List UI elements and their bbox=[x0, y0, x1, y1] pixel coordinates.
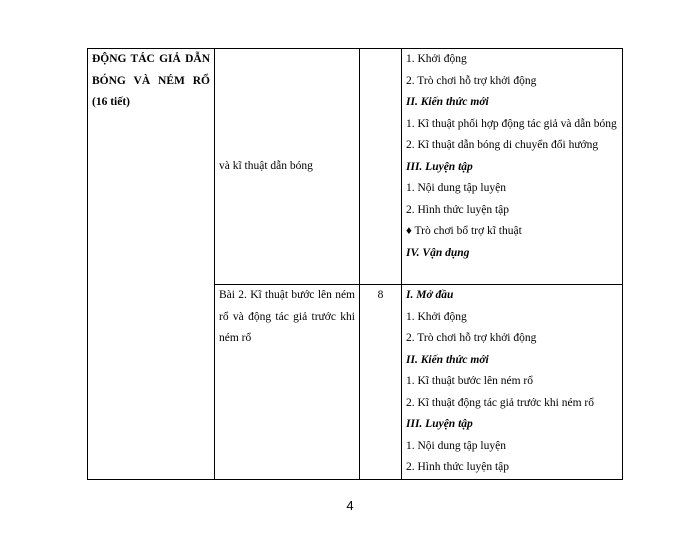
content-item: 1. Kĩ thuật phối hợp động tác giả và dẫn bóng bbox=[406, 117, 617, 130]
content-item: 2. Kĩ thuật dẫn bóng di chuyển đổi hướng bbox=[406, 139, 599, 151]
content-heading: IV. Vận dụng bbox=[406, 246, 470, 259]
content-item: 2. Hình thức luyện tập bbox=[406, 461, 510, 473]
lesson-2-periods: 8 bbox=[377, 289, 384, 301]
table-row bbox=[88, 49, 623, 285]
lesson-1-content-cell bbox=[402, 49, 623, 285]
topic-cell bbox=[88, 49, 215, 480]
content-heading: I. Mở đầu bbox=[406, 289, 454, 301]
content-heading: III. Luyện tập bbox=[406, 160, 473, 173]
content-heading: III. Luyện tập bbox=[406, 418, 473, 430]
content-item: 2. Kĩ thuật động tác giả trước khi ném rổ bbox=[406, 396, 594, 409]
lesson-1-name-cell bbox=[215, 49, 360, 285]
content-item: 1. Nội dung tập luyện bbox=[406, 439, 506, 452]
content-item: 2. Trò chơi hỗ trợ khởi động bbox=[406, 74, 537, 87]
content-item: 1. Khởi động bbox=[406, 310, 467, 323]
content-heading: II. Kiến thức mới bbox=[406, 96, 489, 108]
page-number: 4 bbox=[346, 498, 354, 513]
topic-line-1: ĐỘNG TÁC GIẢ DẪN bbox=[92, 53, 210, 65]
topic-line-2: BÓNG VÀ NÉM RỔ bbox=[92, 74, 210, 87]
lesson-2-name: Bài 2. Kĩ thuật bước lên ném rổ và động tác giả trước khi ném rổ bbox=[219, 289, 355, 344]
content-item: ♦ Trò chơi bổ trợ kĩ thuật bbox=[406, 225, 522, 237]
content-item: 1. Nội dung tập luyện bbox=[406, 182, 506, 194]
content-item: 2. Trò chơi hỗ trợ khởi động bbox=[406, 332, 537, 344]
lesson-2-content-cell bbox=[402, 285, 623, 480]
lesson-2-name-cell bbox=[215, 285, 360, 480]
content-item: 1. Khởi động bbox=[406, 53, 467, 65]
curriculum-table bbox=[87, 48, 623, 480]
topic-line-3: (16 tiết) bbox=[92, 96, 130, 108]
content-item: 2. Hình thức luyện tập bbox=[406, 203, 510, 216]
content-item: 1. Kĩ thuật bước lên ném rổ bbox=[406, 375, 533, 387]
lesson-2-periods-cell bbox=[360, 285, 402, 480]
content-heading: II. Kiến thức mới bbox=[406, 353, 489, 366]
lesson-1-name: và kĩ thuật dẫn bóng bbox=[219, 159, 313, 172]
lesson-1-periods-cell bbox=[360, 49, 402, 285]
